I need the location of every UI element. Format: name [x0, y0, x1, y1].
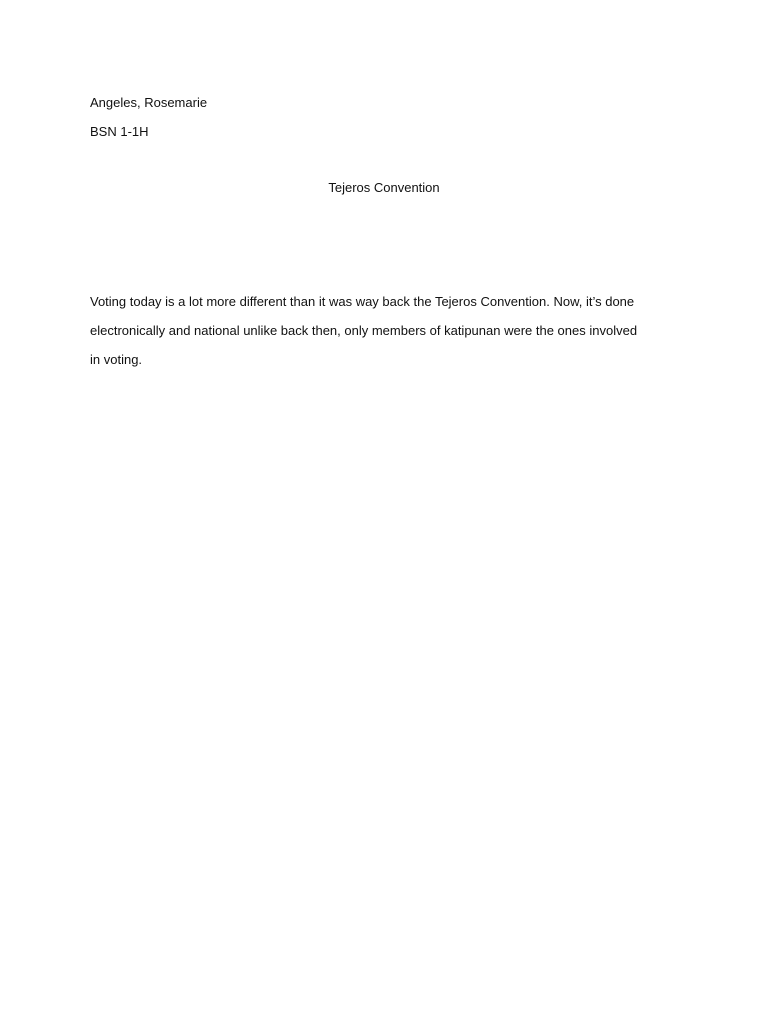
- body-line: electronically and national unlike back then, only members of katipunan were the ones involved: [90, 323, 638, 338]
- author-name: Angeles, Rosemarie: [90, 95, 208, 110]
- body-line: in voting.: [90, 352, 143, 367]
- document-title: Tejeros Convention: [328, 180, 440, 195]
- course-section: BSN 1-1H: [90, 124, 149, 139]
- body-line: Voting today is a lot more different than it was way back the Tejeros Convention. Now, it’s done: [90, 294, 635, 309]
- body-paragraph: [90, 287, 690, 374]
